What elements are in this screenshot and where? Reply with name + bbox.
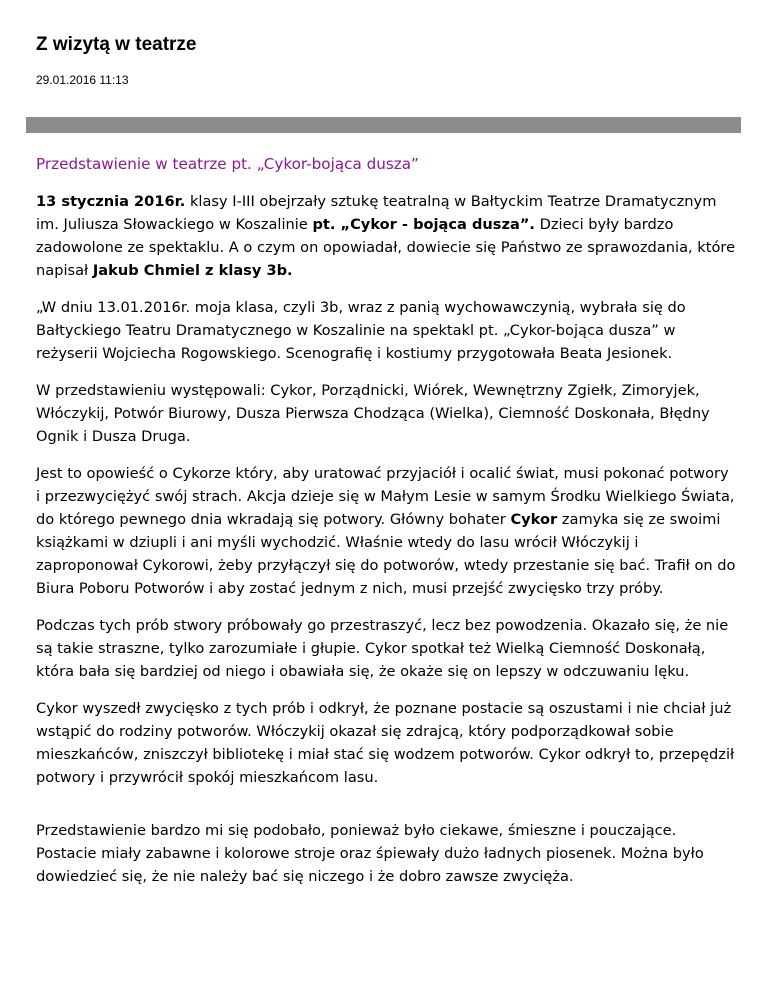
intro-text-2: Dzieci były bardzo zadowolone ze spektaklu. A o czym on opowiadał, dowiecie się Państwo ze sprawozdania, które napisał [36,216,736,279]
page-title: Z wizytą w teatrze [36,34,197,55]
report-paragraph-3 [36,462,736,600]
report-paragraph-2: W przedstawieniu występowali: Cykor, Porządnicki, Wiórek, Wewnętrzny Zgiełk, Zimoryjek, Włóczykij, Potwór Biurowy, Dusza Pierwsza Chodząca (Wielka), Ciemność Doskonała, Błędny Ognik i Dusza Druga. [36,382,710,445]
p3-text-1: Jest to opowieść o Cykorze który, aby uratować przyjaciół i ocalić świat, musi pokonać potwory i przezwyciężyć swój strach. Akcja dzieje się w Małym Lesie w samym Środku Wielkiego Świata, do którego pewnego dnia wkradają się potwory. Główny bohater [36,465,735,528]
divider-bar [26,117,741,133]
report-paragraph-5: Cykor wyszedł zwycięsko z tych prób i odkrył, że poznane postacie są oszustami i nie chciał już wstąpić do rodziny potworów. Włóczykij okazał się zdrajcą, który podporządkował sobie mieszkańców, zniszczył bibliotekę i miał stać się wodzem potworów. Cykor odkrył to, przepędził potwory i przywrócił spokój mieszkańcom lasu. [36,700,735,786]
article-subtitle: Przedstawienie w teatrze pt. „Cykor-bojąca dusza” [36,155,419,173]
report-paragraph-1: „W dniu 13.01.2016r. moja klasa, czyli 3b, wraz z panią wychowawczynią, wybrała się do Bałtyckiego Teatru Dramatycznego w Koszalinie na spektakl pt. „Cykor-bojąca dusza” w reżyserii Wojciecha Rogowskiego. Scenografię i kostiumy przygotowała Beata Jesionek. [36,299,686,362]
intro-paragraph [36,190,736,282]
post-timestamp: 29.01.2016 11:13 [36,73,129,87]
intro-text-1: klasy I-III obejrzały sztukę teatralną w Bałtyckim Teatrze Dramatycznym im. Juliusza Słowackiego w Koszalinie [36,193,717,233]
report-paragraph-4: Podczas tych prób stwory próbowały go przestraszyć, lecz bez powodzenia. Okazało się, że nie są takie straszne, tylko zarozumiałe i głupie. Cykor spotkał też Wielką Ciemność Doskonałą, która bała się bardziej od niego i obawiała się, że okaże się on lepszy w odczuwaniu lęku. [36,617,729,680]
intro-play-title: pt. „Cykor - bojąca dusza”. [312,216,535,233]
intro-date: 13 stycznia 2016r. [36,193,186,210]
article-body [36,153,736,902]
report-paragraph-6: Przedstawienie bardzo mi się podobało, ponieważ było ciekawe, śmieszne i pouczające. Postacie miały zabawne i kolorowe stroje oraz śpiewały dużo ładnych piosenek. Można było dowiedzieć się, że nie należy bać się niczego i że dobro zawsze zwycięża. [36,822,704,885]
intro-author: Jakub Chmiel z klasy 3b. [92,262,293,279]
p3-hero-name: Cykor [510,511,558,528]
p3-text-2: zamyka się ze swoimi książkami w dziupli i ani myśli wychodzić. Właśnie wtedy do lasu wrócił Włóczykij i zaproponował Cykorowi, żeby przyłączył się do potworów, wtedy przestanie się bać. Trafił on do Biura Poboru Potworów i aby zostać jednym z nich, musi przejść zwycięsko trzy próby. [36,511,736,597]
